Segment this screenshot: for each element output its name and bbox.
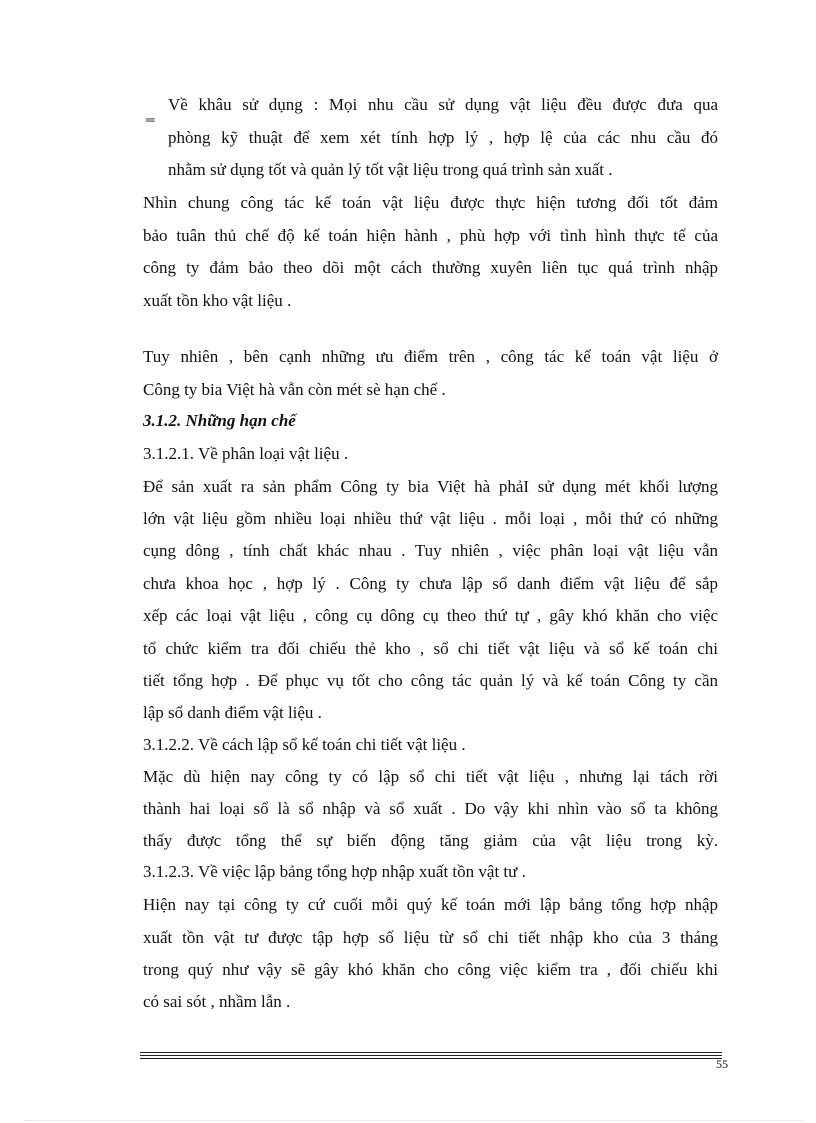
text-line: có sai sót , nhầm lẫn . xyxy=(143,992,291,1011)
text-line: lớn vật liệu gồm nhiều loại nhiều thứ vật liệu . mỗi loại , mỗi thứ có những xyxy=(143,509,718,528)
text-line: bảo tuân thủ chế độ kế toán hiện hành , phù hợp với tình hình thực tế của xyxy=(143,226,718,245)
text-line: Công ty bia Việt hà vẫn còn mét sè hạn chế . xyxy=(143,380,446,399)
text-line: nhằm sử dụng tốt và quản lý tốt vật liệu trong quá trình sản xuất . xyxy=(168,160,613,179)
text-line: Về khâu sử dụng : Mọi nhu cầu sử dụng vật liệu đều được đưa qua xyxy=(168,95,718,114)
text-line: Nhìn chung công tác kế toán vật liệu được thực hiện tương đối tốt đảm xyxy=(143,193,718,212)
text-line: công ty đảm bảo theo dõi một cách thường xuyên liên tục quá trình nhập xyxy=(143,258,718,277)
subsection-heading: 3.1.2.1. Về phân loại vật liệu . xyxy=(143,444,349,463)
subsection-heading: 3.1.2.3. Về việc lập bảng tổng hợp nhập xuất tồn vật tư . xyxy=(143,862,526,881)
text-line: Hiện nay tại công ty cứ cuối mỗi quý kế toán mới lập bảng tổng hợp nhập xyxy=(143,895,718,914)
text-line: xếp các loại vật liệu , công cụ dông cụ theo thứ tự , gây khó khăn cho việc xyxy=(143,606,718,625)
text-line: chưa khoa học , hợp lý . Công ty chưa lập sổ danh điểm vật liệu để sắp xyxy=(143,574,718,593)
section-heading: 3.1.2. Những hạn chế xyxy=(143,411,296,430)
page-edge-divider xyxy=(24,1120,804,1121)
text-line: thành hai loại sổ là sổ nhập và sổ xuất . Do vậy khi nhìn vào sổ ta không xyxy=(143,799,718,818)
footer-rule-top xyxy=(140,1052,722,1053)
footer-rule-bottom xyxy=(140,1058,722,1059)
text-line: thấy được tổng thể sự biến động tăng giảm của vật liệu trong kỳ. xyxy=(143,831,718,850)
text-line: cụng dông , tính chất khác nhau . Tuy nhiên , việc phân loại vật liệu vẫn xyxy=(143,541,718,560)
text-line: trong quý như vậy sẽ gây khó khăn cho công việc kiểm tra , đối chiếu khi xyxy=(143,960,718,979)
text-line: tổ chức kiểm tra đối chiếu thẻ kho , sổ chi tiết vật liệu và sổ kế toán chi xyxy=(143,639,718,658)
page-number: 55 xyxy=(716,1057,728,1071)
text-line: phòng kỹ thuật để xem xét tính hợp lý , hợp lệ của các nhu cầu đó xyxy=(168,128,718,147)
text-line: xuất tồn kho vật liệu . xyxy=(143,291,292,310)
bullet-dash: ‗ xyxy=(146,102,155,121)
text-line: Mặc dù hiện nay công ty có lập sổ chi tiết vật liệu , nhưng lại tách rời xyxy=(143,767,718,786)
text-line: lập sổ danh điểm vật liệu . xyxy=(143,703,322,722)
text-line: xuất tồn vật tư được tập hợp số liệu từ sổ chi tiết nhập kho của 3 tháng xyxy=(143,928,718,947)
footer-rule-middle xyxy=(140,1055,722,1056)
text-line: Để sản xuất ra sản phẩm Công ty bia Việt hà phảI sử dụng mét khối lượng xyxy=(143,477,718,496)
text-line: tiết tổng hợp . Để phục vụ tốt cho công tác quản lý và kế toán Công ty cần xyxy=(143,671,718,690)
text-line: Tuy nhiên , bên cạnh những ưu điểm trên , công tác kế toán vật liệu ở xyxy=(143,347,718,366)
subsection-heading: 3.1.2.2. Về cách lập sổ kế toán chi tiết vật liệu . xyxy=(143,735,466,754)
